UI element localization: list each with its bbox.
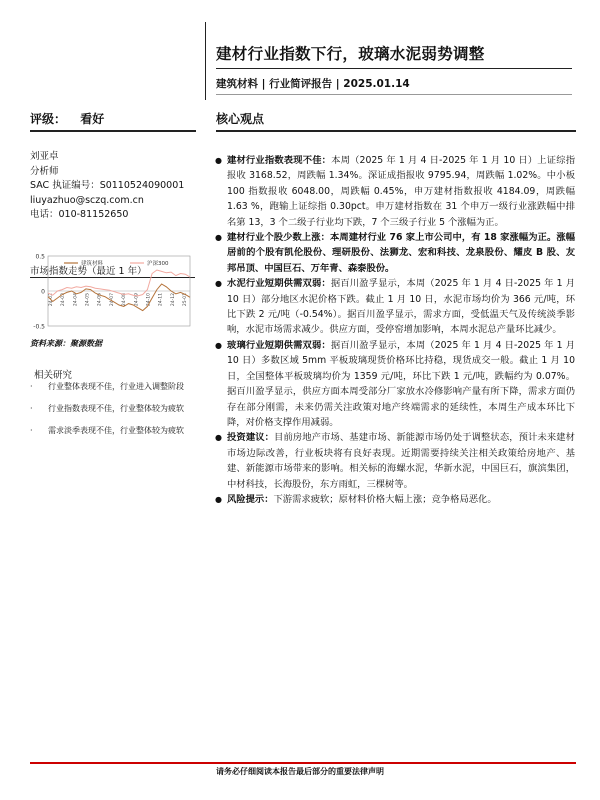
header-divider-vertical	[205, 22, 206, 100]
bullet-icon: ●	[215, 494, 222, 504]
report-title: 建材行业指数下行，玻璃水泥弱势调整	[216, 45, 485, 63]
analyst-role: 分析师	[30, 165, 59, 177]
bullet-icon: ●	[215, 233, 222, 243]
related-item[interactable]	[30, 380, 200, 393]
rating-label: 评级：	[30, 112, 67, 126]
core-point-head: 投资建议：	[227, 432, 275, 444]
core-point-text: 本周建材行业 76 家上市公司中，有 18 家涨幅为正。涨幅居前的个股有凯伦股份、理研股份、法狮龙、宏和科技、龙泉股份、耀皮 B 股、友邦吊顶、中国巨石、万年青、森泰股份。	[227, 232, 575, 274]
chart-source: 资料来源：聚源数据	[30, 339, 102, 348]
y-tick-label: 0	[41, 288, 45, 296]
rating-value: 看好	[80, 112, 105, 126]
x-tick-label: 24-03	[61, 293, 67, 307]
legend-label: 建筑材料	[81, 261, 104, 267]
core-point-text: 据百川盈孚显示，本周（2025 年 1 月 4 日-2025 年 1 月 10 日）部分地区水泥价格下跌。截止 1 月 10 日，水泥市场均价为 366 元/吨，环比下跌 2 元/吨（-0.54%）。据百川盈孚显示，需求方面，受低温天气及传统淡季影响，水泥市场需求减少。供应方面，受停窑增加影响，本周水泥总产量环比减少。	[227, 278, 575, 336]
x-tick-label: 24-08	[122, 293, 128, 307]
core-heading: 核心观点	[216, 112, 265, 126]
legend-label: 沪深300	[147, 261, 169, 267]
core-point-head: 水泥行业短期供需双弱：	[227, 278, 331, 290]
rating-rule	[30, 130, 196, 132]
bullet-icon: ●	[215, 340, 222, 350]
related-item-text: 需求淡季表现不佳，行业整体较为疲软	[48, 426, 184, 435]
market-index-chart	[30, 250, 196, 338]
core-point-item	[215, 492, 575, 507]
bullet-icon: ·	[30, 404, 33, 413]
analyst-email[interactable]: liuyazhuo@sczq.com.cn	[30, 194, 144, 206]
core-point-item	[215, 153, 575, 230]
x-tick-label: 24-10	[146, 293, 152, 307]
analyst-block	[30, 150, 184, 223]
y-tick-label: -0.5	[33, 323, 45, 331]
core-point-head: 建材行业指数表现不佳：	[227, 155, 332, 166]
bullet-icon: ●	[215, 279, 222, 289]
core-point-head: 玻璃行业短期供需双弱：	[227, 339, 331, 351]
footer-rule	[30, 762, 576, 764]
x-tick-label: 24-05	[85, 293, 91, 307]
x-tick-label: 24-12	[170, 293, 176, 307]
analyst-phone: 电话：010-81152650	[30, 209, 129, 220]
related-item[interactable]	[30, 402, 200, 415]
core-point-head: 建材行业个股少数上涨：	[227, 232, 330, 244]
x-tick-label: 24-06	[97, 293, 103, 307]
report-subtitle: 建筑材料 | 行业简评报告 | 2025.01.14	[216, 78, 410, 90]
market-chart-title: 市场指数走势（最近 1 年）	[30, 266, 147, 277]
footer-disclaimer: 请务必仔细阅读本报告最后部分的重要法律声明	[216, 767, 384, 776]
analyst-cert: SAC 执证编号：S0110524090001	[30, 180, 185, 191]
core-point-item	[215, 276, 575, 338]
x-tick-label: 24-11	[158, 293, 164, 307]
core-point-item	[215, 430, 575, 492]
core-point-text: 目前房地产市场、基建市场、新能源市场仍处于调整状态，预计未来建材市场边际改善，行业板块将有良好表现。近期需要持续关注相关政策给房地产、基建、新能源市场带来的影响。相关标的海螺水泥，华新水泥，中国巨石，旗滨集团，中材科技，长海股份，东方雨虹，三棵树等。	[227, 432, 575, 490]
rating	[30, 110, 104, 127]
core-point-head: 风险提示：	[227, 493, 274, 505]
x-tick-label: 24-07	[109, 293, 115, 307]
x-tick-label: 24-02	[49, 293, 54, 307]
analyst-name: 刘亚卓	[30, 151, 59, 162]
core-rule	[216, 130, 576, 132]
bullet-icon: ●	[215, 433, 222, 443]
subtitle-rule	[216, 94, 572, 95]
core-point-text: 下游需求疲软；原材料价格大幅上涨；竞争格局恶化。	[273, 493, 497, 505]
x-tick-label: 25-01	[183, 293, 188, 307]
core-point-item	[215, 338, 575, 430]
related-item[interactable]	[30, 424, 200, 437]
core-point-item	[215, 230, 575, 276]
title-rule	[216, 68, 572, 69]
x-tick-label: 24-09	[134, 293, 140, 307]
related-research-title: 相关研究	[34, 370, 73, 381]
bullet-icon: ●	[215, 156, 222, 165]
related-item-text: 行业指数表现不佳，行业整体较为疲软	[48, 404, 184, 413]
core-point-text: 本周（2025 年 1 月 4 日-2025 年 1 月 10 日）上证综指报收 3168.52，周跌幅 1.34%。深证成指报收 9795.94，周跌幅 1.02%。中小板 100 指数报收 6048.00，周跌幅 0.45%，申万建材指数报收 4184.09，周跌幅 1.63 %，跑输上证综指 0.30pct。申万建材指数在 31 个申万一级行业涨跌幅中排名第 13，3 个二级子行业均下跌，7 个三级子行业 5 个涨幅为正。	[227, 155, 575, 228]
related-research-list	[30, 380, 200, 446]
bullet-icon: ·	[30, 426, 33, 435]
core-point-text: 据百川盈孚显示，本周（2025 年 1 月 4 日-2025 年 1 月 10 日）多数区域 5mm 平板玻璃现货价格环比持稳，现货成交一般。截止 1 月 10 日，全国整体平板玻璃均价为 1359 元/吨，环比下跌 1 元/吨，跌幅约为 0.07%。据百川盈孚显示，供应方面本周受部分厂家放水冷修影响产量有所下降，需求方面仍存在部分刚需，未来仍需关注政策对地产终端需求的延续性，本周生产成本环比下降，对价格支撑作用减弱。	[227, 339, 575, 428]
bullet-icon: ·	[30, 382, 33, 391]
core-points	[215, 153, 575, 507]
x-tick-label: 24-04	[73, 293, 79, 307]
related-item-text: 行业整体表现不佳，行业进入调整阶段	[48, 382, 184, 391]
y-tick-label: 0.5	[35, 253, 45, 261]
